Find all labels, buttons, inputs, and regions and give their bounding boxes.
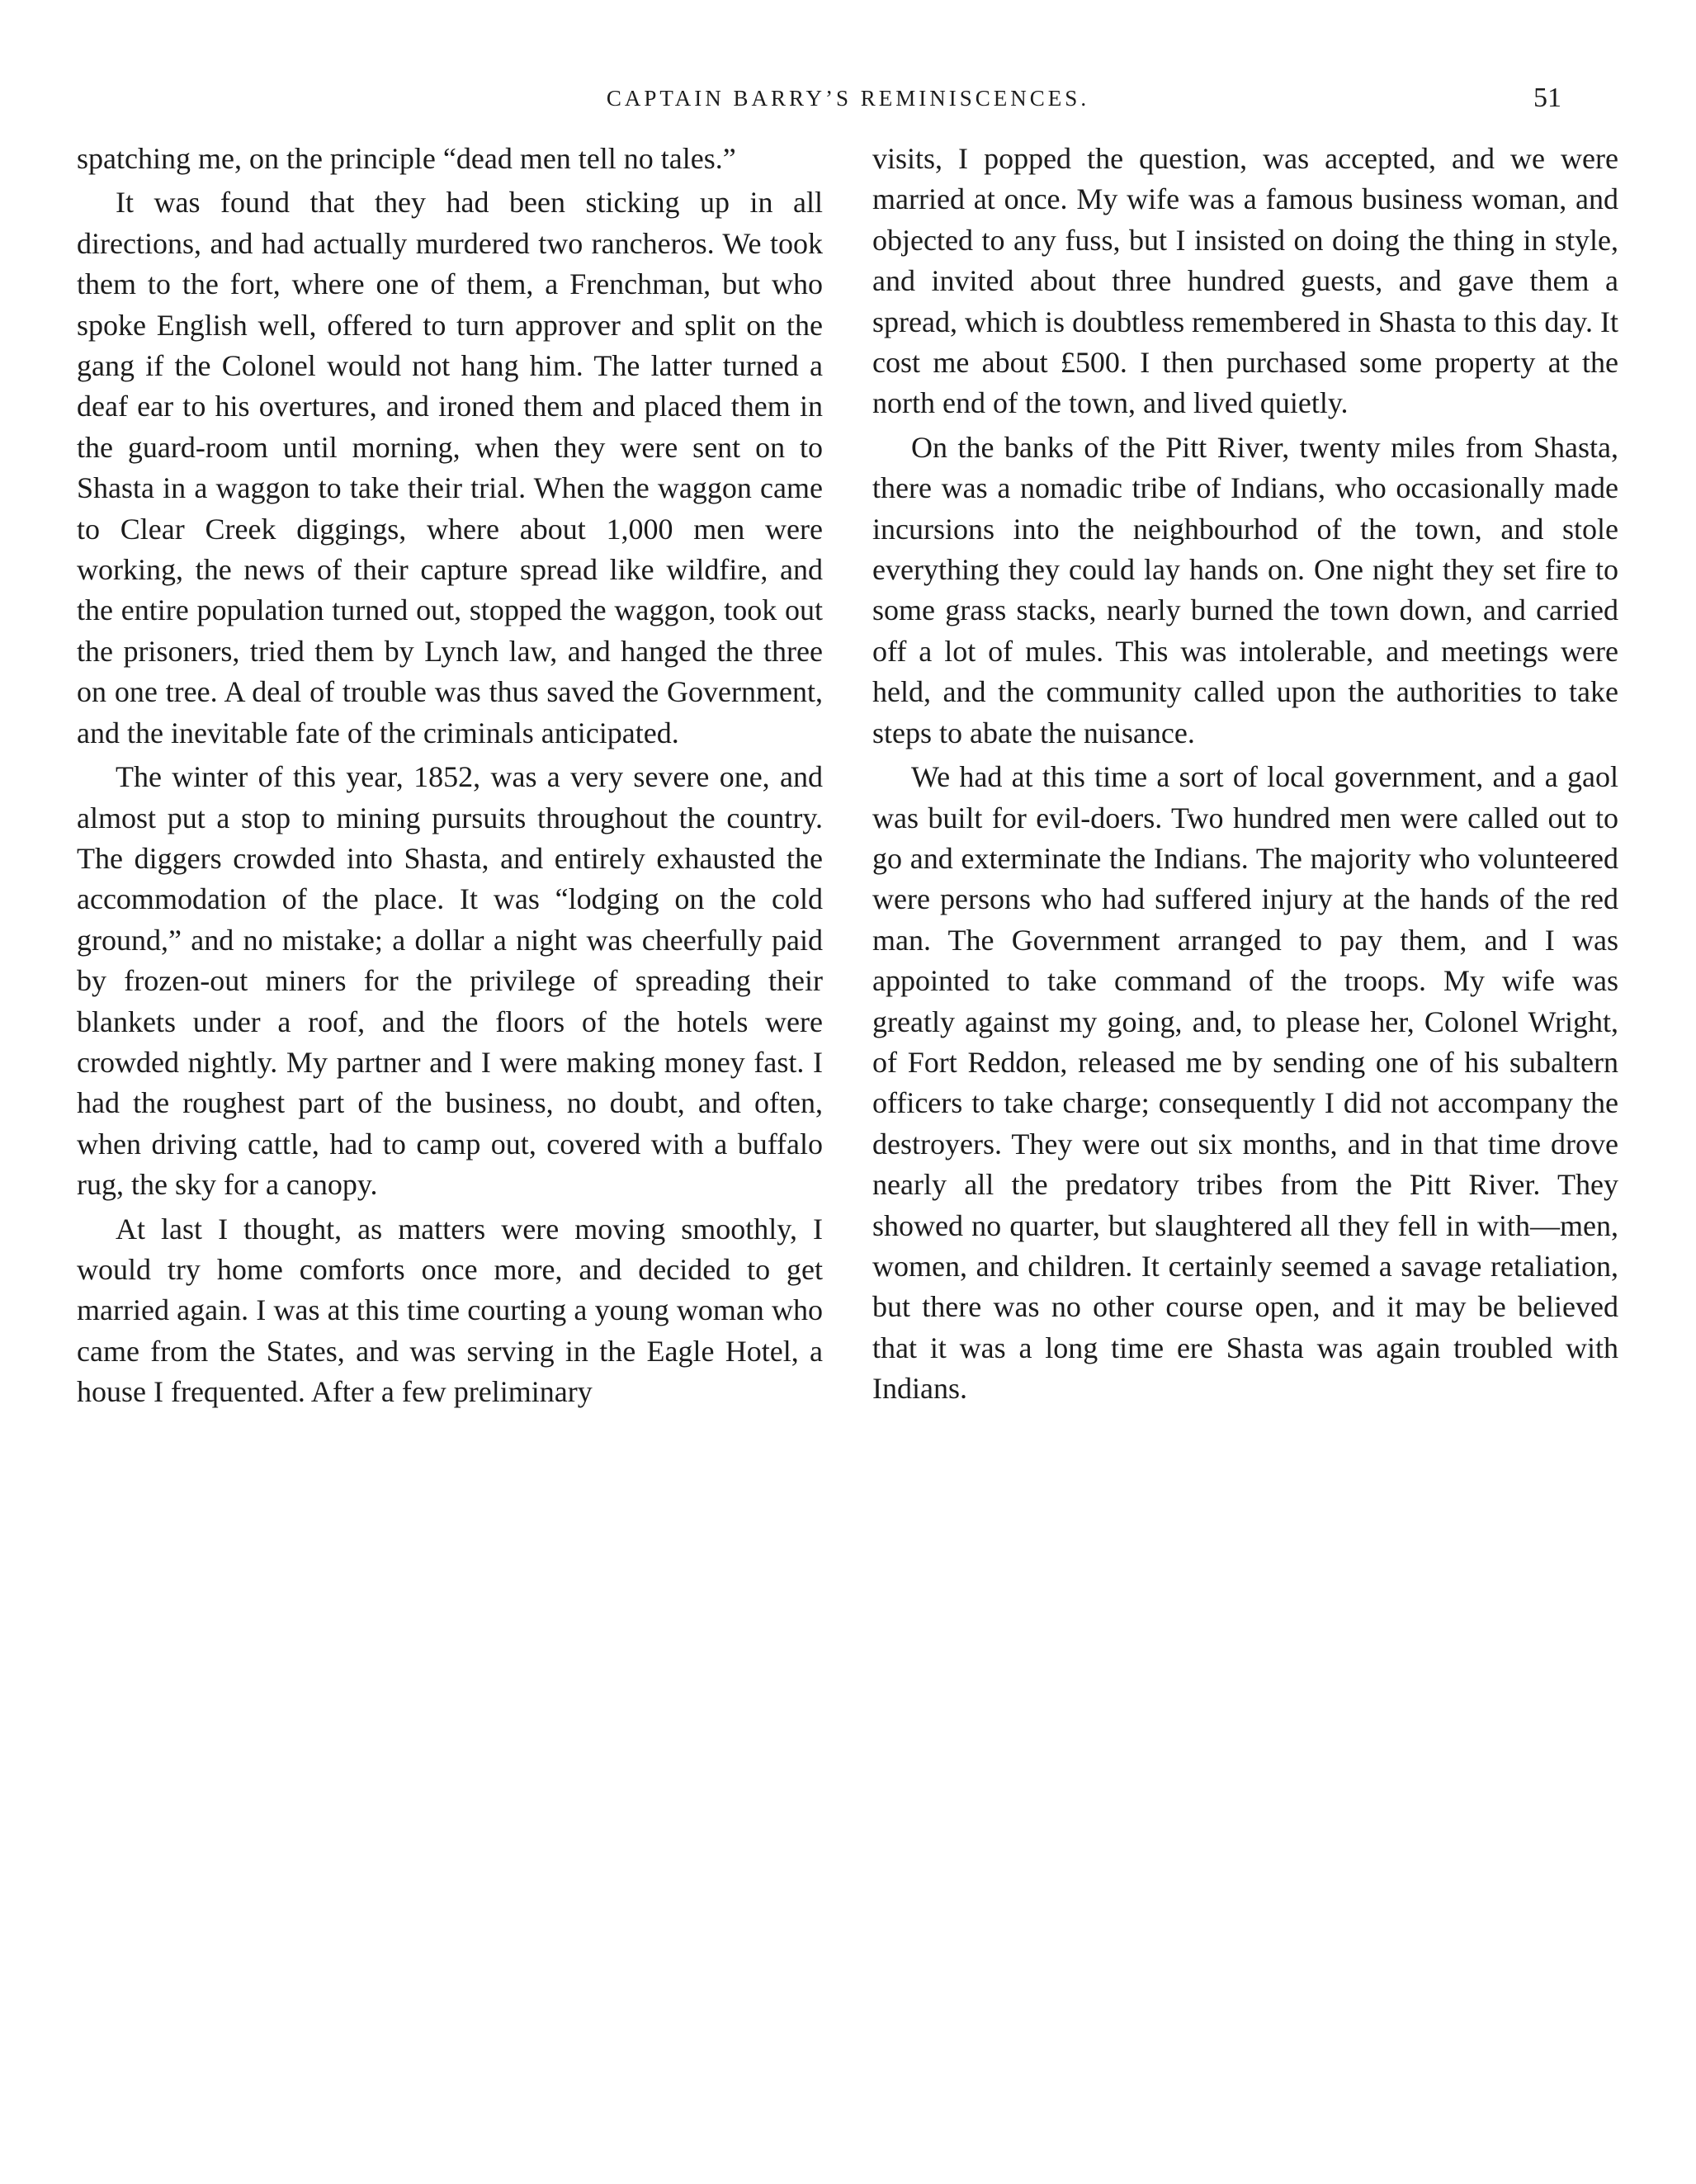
paragraph: At last I thought, as matters were moving smoothly, I would try home comforts once more, and decided to get married again. I was at this time courting a young woman who came from the States, and was serving in the Eagle Hotel, a house I frequented. After a few preliminary bbox=[77, 1212, 823, 1409]
running-head: CAPTAIN BARRY’S REMINISCENCES. bbox=[606, 86, 1090, 111]
paragraph: It was found that they had been sticking up in all directions, and had actually murdered two rancheros. We took them to the fort, where one of them, a Frenchman, but who spoke English well, offered to turn approver and split on the gang if the Colonel would not hang him. The latter turned a deaf ear to his overtures, and ironed them and placed them in the guard-room until morning, when they were sent on to Shasta in a waggon to take their trial. When the waggon came to Clear Creek diggings, where about 1,000 men were working, the news of their capture spread like wildfire, and the entire population turned out, stopped the waggon, took out the prisoners, tried them by Lynch law, and hanged the three on one tree. A deal of trouble was thus saved the Government, and the inevitable fate of the criminals anticipated. bbox=[77, 186, 823, 749]
paragraph: We had at this time a sort of local government, and a gaol was built for evil-doers. Two hundred men were called out to go and exterminate the Indians. The majority who volunteered were persons who had suffered injury at the hands of the red man. The Government arranged to pay them, and I was appointed to take command of the troops. My wife was greatly against my going, and, to please her, Colonel Wright, of Fort Reddon, released me by sending one of his subaltern officers to take charge; consequently I did not accompany the destroyers. They were out six months, and in that time drove nearly all the predatory tribes from the Pitt River. They showed no quarter, but slaughtered all they fell in with—men, women, and children. It certainly seemed a savage retaliation, but there was no other course open, and it may be believed that it was a long time ere Shasta was again troubled with Indians. bbox=[872, 760, 1618, 1406]
paragraph: The winter of this year, 1852, was a very severe one, and almost put a stop to mining pursuits throughout the country. The diggers crowded into Shasta, and entirely exhausted the accommodation of the place. It was “lodging on the cold ground,” and no mistake; a dollar a night was cheerfully paid by frozen-out miners for the privilege of spreading their blankets under a roof, and the floors of the hotels were crowded nightly. My partner and I were making money fast. I had the roughest part of the business, no doubt, and often, when driving cattle, had to camp out, covered with a buffalo rug, the sky for a canopy. bbox=[77, 760, 823, 1202]
paragraph: spatching me, on the principle “dead men tell no tales.” bbox=[77, 142, 736, 175]
page-number: 51 bbox=[1533, 83, 1561, 113]
paragraph: On the banks of the Pitt River, twenty miles from Shasta, there was a nomadic tribe of Indians, who occasionally made incursions into the neighbourhod of the town, and stole everything they could lay hands on. One night they set fire to some grass stacks, nearly burned the town down, and carried off a lot of mules. This was intolerable, and meetings were held, and the community called upon the authorities to take steps to abate the nuisance. bbox=[872, 430, 1618, 749]
paragraph: visits, I popped the question, was accepted, and we were married at once. My wife was a famous business woman, and objected to any fuss, but I insisted on doing the thing in style, and invited about three hundred guests, and gave them a spread, which is doubtless remembered in Shasta to this day. It cost me about £500. I then purchased some property at the north end of the town, and lived quietly. bbox=[872, 142, 1618, 420]
